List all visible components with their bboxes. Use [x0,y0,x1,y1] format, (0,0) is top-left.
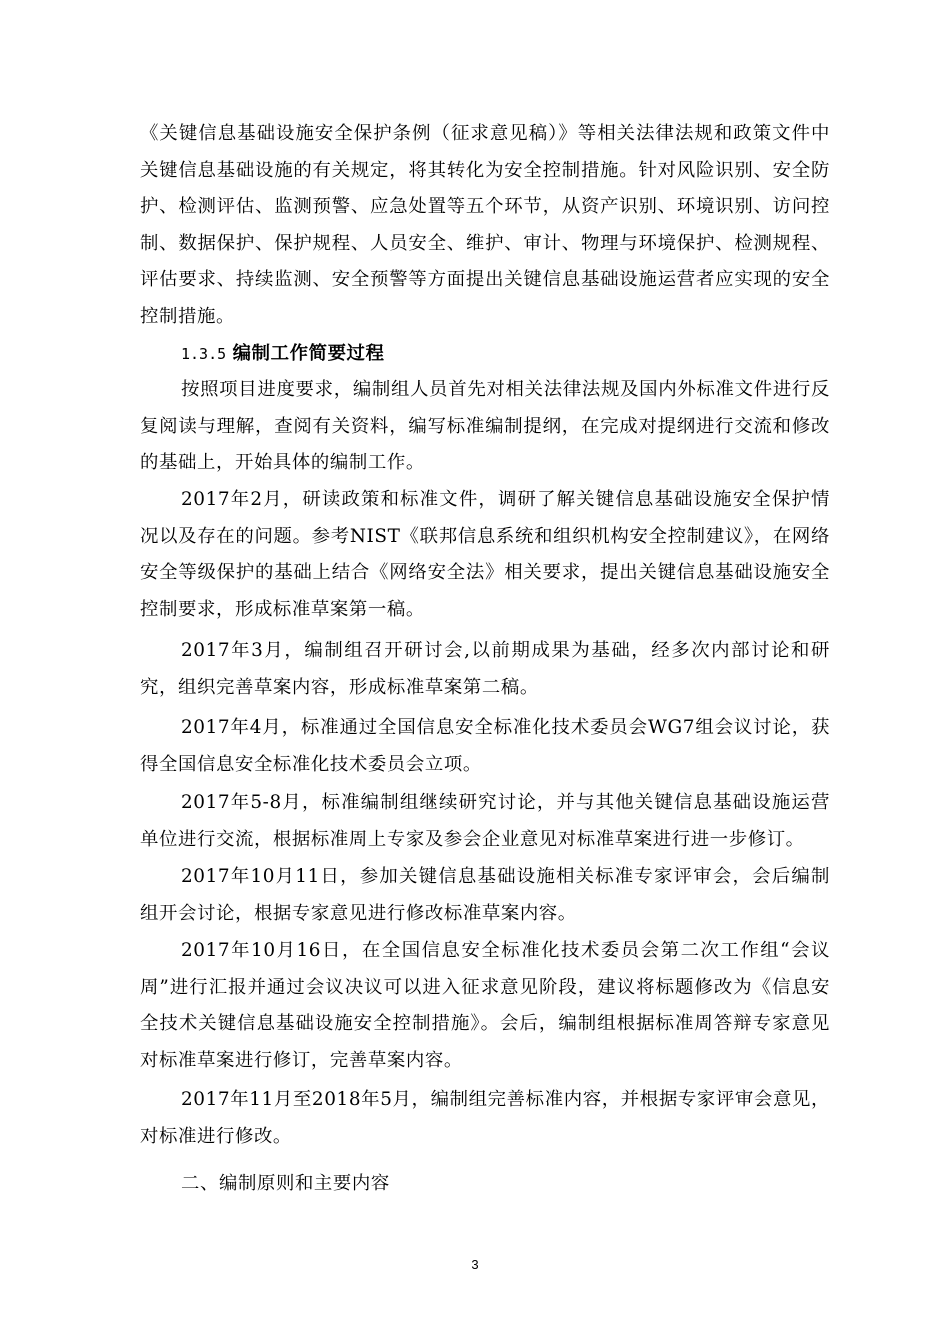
timeline-paragraph-2017-03: 2017年3月，编制组召开研讨会,以前期成果为基础，经多次内部讨论和研究，组织完善草案内容，形成标准草案第二稿。 [140,640,830,698]
timeline-paragraph-2017-10-11: 2017年10月11日，参加关键信息基础设施相关标准专家评审会，会后编制组开会讨论，根据专家意见进行修改标准草案内容。 [140,866,830,924]
timeline-paragraph-2017-04: 2017年4月，标准通过全国信息安全标准化技术委员会WG7组会议讨论，获得全国信息安全标准化技术委员会立项。 [140,717,830,775]
section-number: 1.3.5 [181,345,227,363]
process-overview-paragraph: 按照项目进度要求，编制组人员首先对相关法律法规及国内外标准文件进行反复阅读与理解，查阅有关资料，编写标准编制提纲，在完成对提纲进行交流和修改的基础上，开始具体的编制工作。 [140,379,830,473]
intro-paragraph: 《关键信息基础设施安全保护条例（征求意见稿）》等相关法律法规和政策文件中关键信息基础设施的有关规定，将其转化为安全控制措施。针对风险识别、安全防护、检测评估、监测预警、应急处置等五个环节，从资产识别、环境识别、访问控制、数据保护、保护规程、人员安全、维护、审计、物理与环境保护、检测规程、评估要求、持续监测、安全预警等方面提出关键信息基础设施运营者应实现的安全控制措施。 [140,123,830,327]
section-title: 编制工作简要过程 [232,343,385,364]
page-number: 3 [471,1257,479,1272]
timeline-paragraph-2017-05-08: 2017年5-8月，标准编制组继续研究讨论，并与其他关键信息基础设施运营单位进行交流，根据标准周上专家及参会企业意见对标准草案进行进一步修订。 [140,792,830,850]
timeline-paragraph-2017-11-2018-05: 2017年11月至2018年5月，编制组完善标准内容，并根据专家评审会意见，对标准进行修改。 [140,1089,830,1147]
timeline-paragraph-2017-02: 2017年2月，研读政策和标准文件，调研了解关键信息基础设施安全保护情况以及存在的问题。参考NIST《联邦信息系统和组织机构安全控制建议》，在网络安全等级保护的基础上结合《网络安全法》相关要求，提出关键信息基础设施安全控制要求，形成标准草案第一稿。 [140,489,830,620]
section-heading [181,336,385,373]
chapter-heading: 二、编制原则和主要内容 [181,1173,390,1194]
timeline-paragraph-2017-10-16: 2017年10月16日，在全国信息安全标准化技术委员会第二次工作组“会议周”进行汇报并通过会议决议可以进入征求意见阶段，建议将标题修改为《信息安全技术关键信息基础设施安全控制措施》。会后，编制组根据标准周答辩专家意见对标准草案进行修订，完善草案内容。 [140,940,830,1071]
